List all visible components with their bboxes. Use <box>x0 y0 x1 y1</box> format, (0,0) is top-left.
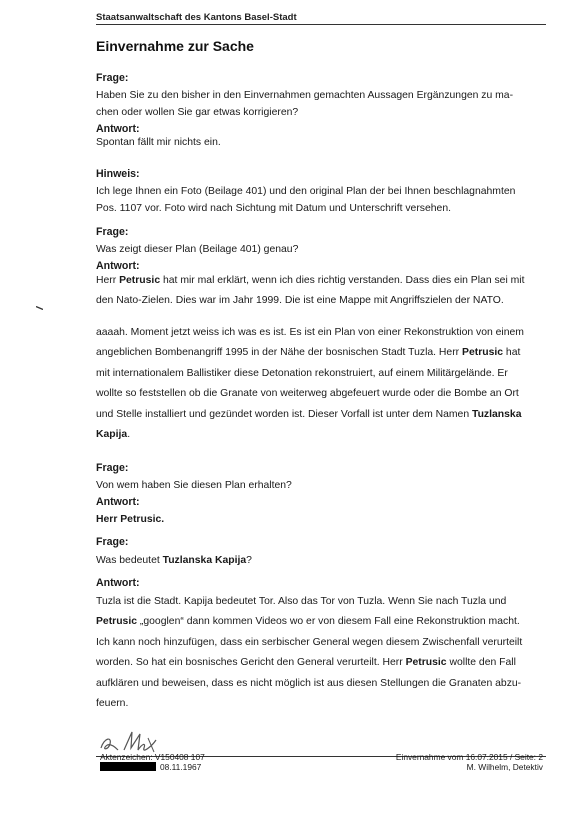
page-title: Einvernahme zur Sache <box>96 38 254 54</box>
einvernahme-date: Einvernahme vom 16.07.2015 / Seite: 2 <box>395 752 543 762</box>
answer-line: Spontan fällt mir nichts ein. <box>96 137 221 148</box>
question-line-4 <box>96 552 544 569</box>
answer-line: wollte so feststellen ob die Granate von weiterweg abgefeuert wurde oder die Bombe an Ort <box>96 388 519 400</box>
question-line: Haben Sie zu den bisher in den Einvernahmen gemachten Aussagen Ergänzungen zu ma- <box>96 90 514 101</box>
answer-line: feuern. <box>96 698 129 710</box>
answer-line: aaaah. Moment jetzt weiss ich was es ist. Es ist ein Plan von einer Rekonstruktion von einem <box>96 327 524 338</box>
hinweis-line: Ich lege Ihnen ein Foto (Beilage 401) und den original Plan der bei Ihnen beschlagnahmten <box>96 186 516 197</box>
answer-line: und Stelle installiert und gezündet worden ist. Dieser Vorfall ist unter dem Namen Tuzlanska <box>96 408 522 420</box>
antwort-label: Antwort: <box>96 260 140 272</box>
question-line: Von wem haben Sie diesen Plan erhalten? <box>96 480 292 491</box>
organization-header: Staatsanwaltschaft des Kantons Basel-Stadt <box>96 12 297 23</box>
question-line: chen oder wollen Sie gar etwas korrigieren? <box>96 107 299 118</box>
hinweis-block <box>96 166 544 217</box>
redacted-line: 08.11.1967 <box>100 762 205 772</box>
footer-right <box>383 752 543 772</box>
answer-line: Herr Petrusic hat mir mal erklärt, wenn ich dies richtig verstanden. Dass dies ein Plan sei mit <box>96 275 525 286</box>
hinweis-line: Pos. 1107 vor. Foto wird nach Sichtung mit Datum und Unterschrift versehen. <box>96 203 451 214</box>
question-line: Was bedeutet Tuzlanska Kapija? <box>96 555 252 566</box>
frage-label: Frage: <box>96 72 129 84</box>
question-block-1 <box>96 70 544 138</box>
antwort-label: Antwort: <box>96 577 140 589</box>
question-block-4 <box>96 534 544 551</box>
answer-block-2 <box>96 271 544 312</box>
answer-line: aufklären und beweisen, dass es nicht möglich ist aus diesen Stellungen die Granaten abzu- <box>96 677 522 689</box>
name-petrusic: Petrusic <box>119 275 161 286</box>
answer-line: Petrusic „googlen“ dann kommen Videos wo er von diesem Fall eine Rekonstruktion macht. <box>96 616 520 628</box>
answer-line: Ich kann noch hinzufügen, dass ein serbischer General wegen diesem Zwischenfall verurteilt <box>96 636 523 648</box>
antwort-label: Antwort: <box>96 123 140 135</box>
answer-line: worden. So hat ein bosnisches Gericht den General verurteilt. Herr Petrusic wollte den Fall <box>96 657 516 669</box>
aktenzeichen: Aktenzeichen: V150408 107 <box>100 752 205 762</box>
answer-line: mit internationalem Ballistiker diese Detonation rekonstruiert, auf einem Militärgelände. Er <box>96 367 508 379</box>
redaction-bar <box>100 762 156 771</box>
answer-line: Tuzla ist die Stadt. Kapija bedeutet Tor. Also das Tor von Tuzla. Wenn Sie nach Tuzla und <box>96 596 507 607</box>
question-block-3 <box>96 460 544 528</box>
question-block-2 <box>96 224 544 275</box>
answer-line: den Nato-Zielen. Dies war im Jahr 1999. Die ist eine Mappe mit Angriffszielen der NATO. <box>96 295 504 307</box>
author: M. Wilhelm, Detektiv <box>466 762 543 772</box>
answer-block-4 <box>96 592 544 714</box>
answer-line: Herr Petrusic. <box>96 514 165 525</box>
frage-label: Frage: <box>96 536 129 548</box>
footer-left <box>100 752 205 772</box>
frage-label: Frage: <box>96 462 129 474</box>
answer-line: Kapija. <box>96 429 131 441</box>
antwort-label: Antwort: <box>96 496 140 508</box>
answer-block-2-continued <box>96 323 544 445</box>
header-divider <box>96 24 546 25</box>
answer-line: angeblichen Bombenangriff 1995 in der Nähe der bosnischen Stadt Tuzla. Herr Petrusic hat <box>96 347 521 359</box>
stray-mark-icon <box>36 306 43 310</box>
answer-block-1 <box>96 134 544 151</box>
antwort-block-4 <box>96 575 544 592</box>
question-line: Was zeigt dieser Plan (Beilage 401) genau? <box>96 244 299 255</box>
hinweis-label: Hinweis: <box>96 168 140 180</box>
frage-label: Frage: <box>96 226 129 238</box>
